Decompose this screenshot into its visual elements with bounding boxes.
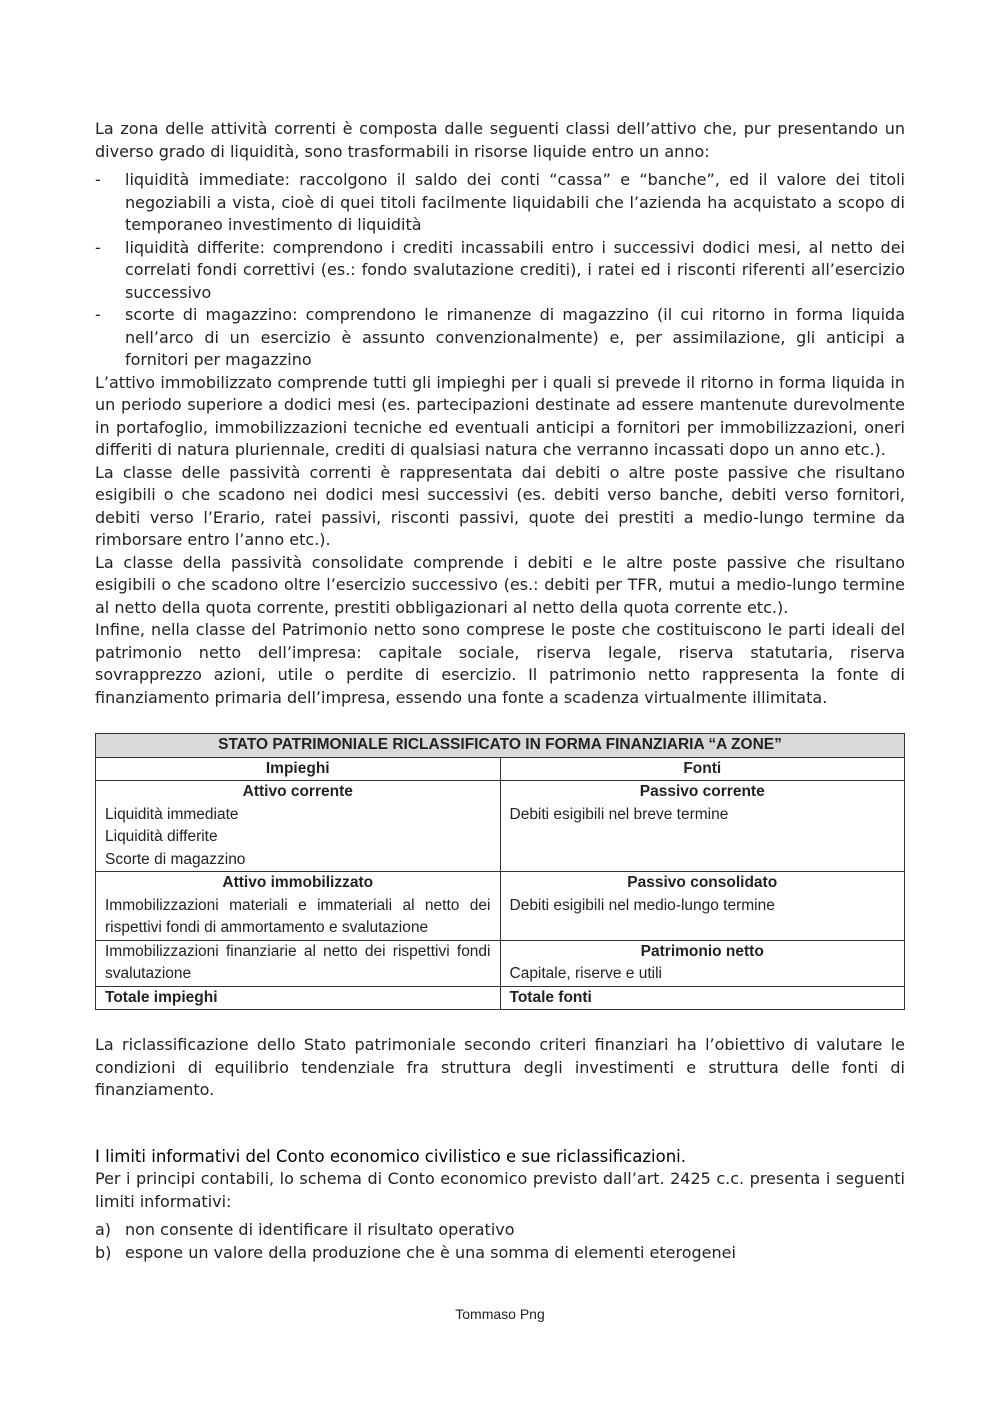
cell-heading: Patrimonio netto xyxy=(640,942,764,960)
list-item-text: scorte di magazzino: comprendono le rimanenze di magazzino (il cui ritorno in forma liquida nell’arco di un esercizio è assunto convenzionalmente) e, per assimilazione, gli anticipi a fornitori per magazzino xyxy=(125,305,905,369)
asset-classes-list xyxy=(95,169,905,372)
table-row xyxy=(96,781,905,872)
list-marker: a) xyxy=(95,1220,112,1239)
list-item xyxy=(95,237,905,305)
table-title: STATO PATRIMONIALE RICLASSIFICATO IN FORMA FINANZIARIA “A ZONE” xyxy=(96,734,905,758)
intro-paragraph: La zona delle attività correnti è composta dalle seguenti classi dell’attivo che, pur presentando un diverso grado di liquidità, sono trasformabili in risorse liquide entro un anno: xyxy=(95,119,905,161)
limits-list xyxy=(95,1219,905,1264)
cell-line: Liquidità immediate xyxy=(105,805,239,823)
list-item-text: liquidità differite: comprendono i crediti incassabili entro i successivi dodici mesi, al netto dei correlati fondi correttivi (es.: fondo svalutazione crediti), i ratei ed i risconti riferenti all’esercizio successivo xyxy=(125,237,905,302)
list-bullet: - xyxy=(95,305,101,324)
cell-heading: Passivo consolidato xyxy=(627,874,778,891)
cell-heading: Attivo immobilizzato xyxy=(222,874,374,891)
cell-passivo-consolidato xyxy=(500,872,905,941)
paragraph-passivita-correnti: La classe delle passività correnti è rappresentata dai debiti o altre poste passive che risultano esigibili o che scadono nei dodici mesi successivi (es. debiti verso banche, debiti verso fornitori, debiti verso l’Erario, ratei passivi, risconti passivi, quote dei prestiti a medio-lungo termine da rimborsare entro l’anno etc.). xyxy=(95,462,905,549)
cell-heading: Attivo corrente xyxy=(242,783,353,800)
table-row xyxy=(96,940,905,986)
cell-line: Scorte di magazzino xyxy=(105,850,246,868)
total-impieghi: Totale impieghi xyxy=(96,986,501,1010)
table-row xyxy=(96,986,905,1010)
cell-line: Immobilizzazioni materiali e immateriali al netto dei rispettivi fondi di ammortamento e svalutazione xyxy=(105,896,491,936)
list-item-text: espone un valore della produzione che è una somma di elementi eterogenei xyxy=(125,1242,736,1262)
cell-line: Liquidità differite xyxy=(105,828,218,845)
cell-patrimonio-netto xyxy=(500,940,905,986)
column-header-impieghi: Impieghi xyxy=(96,757,501,781)
list-bullet: - xyxy=(95,170,101,189)
list-item xyxy=(95,304,905,372)
table-row xyxy=(96,872,905,941)
list-item xyxy=(95,1219,905,1242)
document-page xyxy=(95,118,905,1264)
paragraph-passivita-consolidate: La classe della passività consolidate comprende i debiti e le altre poste passive che risultano esigibili o che scadono oltre l’esercizio successivo (es.: debiti per TFR, mutui a medio-lungo termine al netto della quota corrente, prestiti obbligazionari al netto della quota corrente etc.). xyxy=(95,552,905,617)
total-fonti: Totale fonti xyxy=(500,986,905,1010)
list-item xyxy=(95,1242,905,1265)
cell-immobilizzazioni-finanziarie xyxy=(96,940,501,986)
cell-line: Immobilizzazioni finanziarie al netto dei rispettivi fondi svalutazione xyxy=(105,942,491,982)
cell-line: Capitale, riserve e utili xyxy=(509,965,662,982)
list-item xyxy=(95,169,905,237)
balance-sheet-table xyxy=(95,733,905,1010)
cell-heading: Passivo corrente xyxy=(639,783,765,800)
column-header-fonti: Fonti xyxy=(500,757,905,781)
section-intro: Per i principi contabili, lo schema di Conto economico previsto dall’art. 2425 c.c. presenta i seguenti limiti informativi: xyxy=(95,1169,905,1211)
paragraph-patrimonio-netto: Infine, nella classe del Patrimonio netto sono comprese le poste che costituiscono le parti ideali del patrimonio netto dell’impresa: capitale sociale, riserva legale, riserva statutaria, riserva sovrapprezzo azioni, utile o perdite di esercizio. Il patrimonio netto rappresenta la fonte di finanziamento primaria dell’impresa, essendo una fonte a scadenza virtualmente illimitata. xyxy=(95,620,905,707)
list-item-text: liquidità immediate: raccolgono il saldo dei conti “cassa” e “banche”, ed il valore dei titoli negoziabili a vista, cioè di quei titoli facilmente liquidabili che l’azienda ha acquistato a scopo di temporaneo investimento di liquidità xyxy=(125,170,905,234)
list-bullet: - xyxy=(95,237,101,257)
cell-attivo-immobilizzato xyxy=(96,872,501,941)
cell-line: Debiti esigibili nel medio-lungo termine xyxy=(509,896,775,914)
cell-line: Debiti esigibili nel breve termine xyxy=(509,805,729,823)
after-table-paragraph: La riclassificazione dello Stato patrimoniale secondo criteri finanziari ha l’obiettivo di valutare le condizioni di equilibrio tendenziale fra struttura degli investimenti e struttura delle fonti di finanziamento. xyxy=(95,1035,905,1099)
cell-passivo-corrente xyxy=(500,781,905,872)
cell-attivo-corrente xyxy=(96,781,501,872)
section-heading: I limiti informativi del Conto economico civilistico e sue riclassificazioni. xyxy=(95,1146,686,1166)
page-footer: Tommaso Png xyxy=(455,1306,545,1322)
list-marker: b) xyxy=(95,1242,112,1262)
paragraph-attivo-immobilizzato: L’attivo immobilizzato comprende tutti gli impieghi per i quali si prevede il ritorno in forma liquida in un periodo superiore a dodici mesi (es. partecipazioni destinate ad essere mantenute durevolmente in portafoglio, immobilizzazioni tecniche ed eventuali anticipi a fornitori per immobilizzazioni, oneri differiti di natura pluriennale, crediti di qualsiasi natura che verranno incassati dopo un anno etc.). xyxy=(95,372,905,459)
list-item-text: non consente di identificare il risultato operativo xyxy=(125,1220,515,1239)
